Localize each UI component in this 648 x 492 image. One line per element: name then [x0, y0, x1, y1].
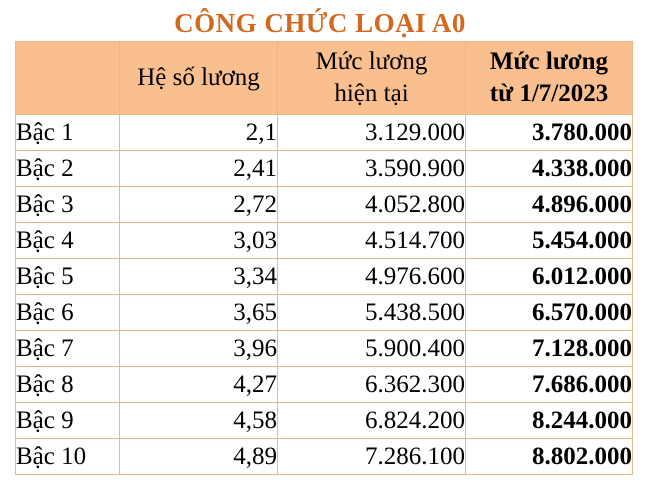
header-new-salary-line1: Mức lương: [489, 48, 609, 75]
header-coefficient: [120, 42, 278, 115]
table-row: [16, 331, 633, 367]
current-salary-cell: 5.900.400: [278, 331, 466, 367]
coefficient-cell: 2,1: [120, 115, 278, 151]
current-salary-cell: 6.362.300: [278, 367, 466, 403]
header-current-salary: [278, 42, 466, 115]
new-salary-cell: 3.780.000: [466, 115, 633, 151]
grade-cell: Bậc 9: [16, 403, 120, 439]
current-salary-cell: 4.514.700: [278, 223, 466, 259]
grade-cell: Bậc 3: [16, 187, 120, 223]
grade-cell: Bậc 10: [16, 439, 120, 475]
coefficient-cell: 3,03: [120, 223, 278, 259]
grade-cell: Bậc 7: [16, 331, 120, 367]
table-row: [16, 115, 633, 151]
grade-cell: Bậc 4: [16, 223, 120, 259]
new-salary-cell: 6.012.000: [466, 259, 633, 295]
coefficient-cell: 4,89: [120, 439, 278, 475]
salary-table: [15, 41, 633, 475]
current-salary-cell: 6.824.200: [278, 403, 466, 439]
current-salary-cell: 3.129.000: [278, 115, 466, 151]
table-row: [16, 367, 633, 403]
header-new-salary-line2: từ 1/7/2023: [489, 80, 609, 107]
new-salary-cell: 6.570.000: [466, 295, 633, 331]
current-salary-cell: 7.286.100: [278, 439, 466, 475]
header-current-salary-line1: Mức lương: [315, 48, 428, 75]
header-coefficient-label: Hệ số lương: [137, 64, 260, 91]
coefficient-cell: 3,65: [120, 295, 278, 331]
bottom-edge: [0, 488, 648, 492]
table-row: [16, 151, 633, 187]
header-current-salary-line2: hiện tại: [334, 80, 409, 107]
grade-cell: Bậc 6: [16, 295, 120, 331]
current-salary-cell: 3.590.900: [278, 151, 466, 187]
new-salary-cell: 7.128.000: [466, 331, 633, 367]
new-salary-cell: 4.338.000: [466, 151, 633, 187]
table-row: [16, 403, 633, 439]
new-salary-cell: 8.802.000: [466, 439, 633, 475]
table-row: [16, 223, 633, 259]
header-grade: [16, 42, 120, 115]
current-salary-cell: 4.052.800: [278, 187, 466, 223]
coefficient-cell: 3,96: [120, 331, 278, 367]
new-salary-cell: 5.454.000: [466, 223, 633, 259]
new-salary-cell: 7.686.000: [466, 367, 633, 403]
new-salary-cell: 4.896.000: [466, 187, 633, 223]
header-new-salary: [466, 42, 633, 115]
grade-cell: Bậc 8: [16, 367, 120, 403]
coefficient-cell: 2,41: [120, 151, 278, 187]
table-title: CÔNG CHỨC LOẠI A0: [174, 8, 466, 38]
table-row: [16, 295, 633, 331]
table-row: [16, 187, 633, 223]
current-salary-cell: 5.438.500: [278, 295, 466, 331]
coefficient-cell: 4,58: [120, 403, 278, 439]
header-row: [16, 42, 633, 115]
coefficient-cell: 4,27: [120, 367, 278, 403]
coefficient-cell: 3,34: [120, 259, 278, 295]
table-row: [16, 439, 633, 475]
grade-cell: Bậc 1: [16, 115, 120, 151]
current-salary-cell: 4.976.600: [278, 259, 466, 295]
grade-cell: Bậc 5: [16, 259, 120, 295]
table-row: [16, 259, 633, 295]
coefficient-cell: 2,72: [120, 187, 278, 223]
grade-cell: Bậc 2: [16, 151, 120, 187]
new-salary-cell: 8.244.000: [466, 403, 633, 439]
